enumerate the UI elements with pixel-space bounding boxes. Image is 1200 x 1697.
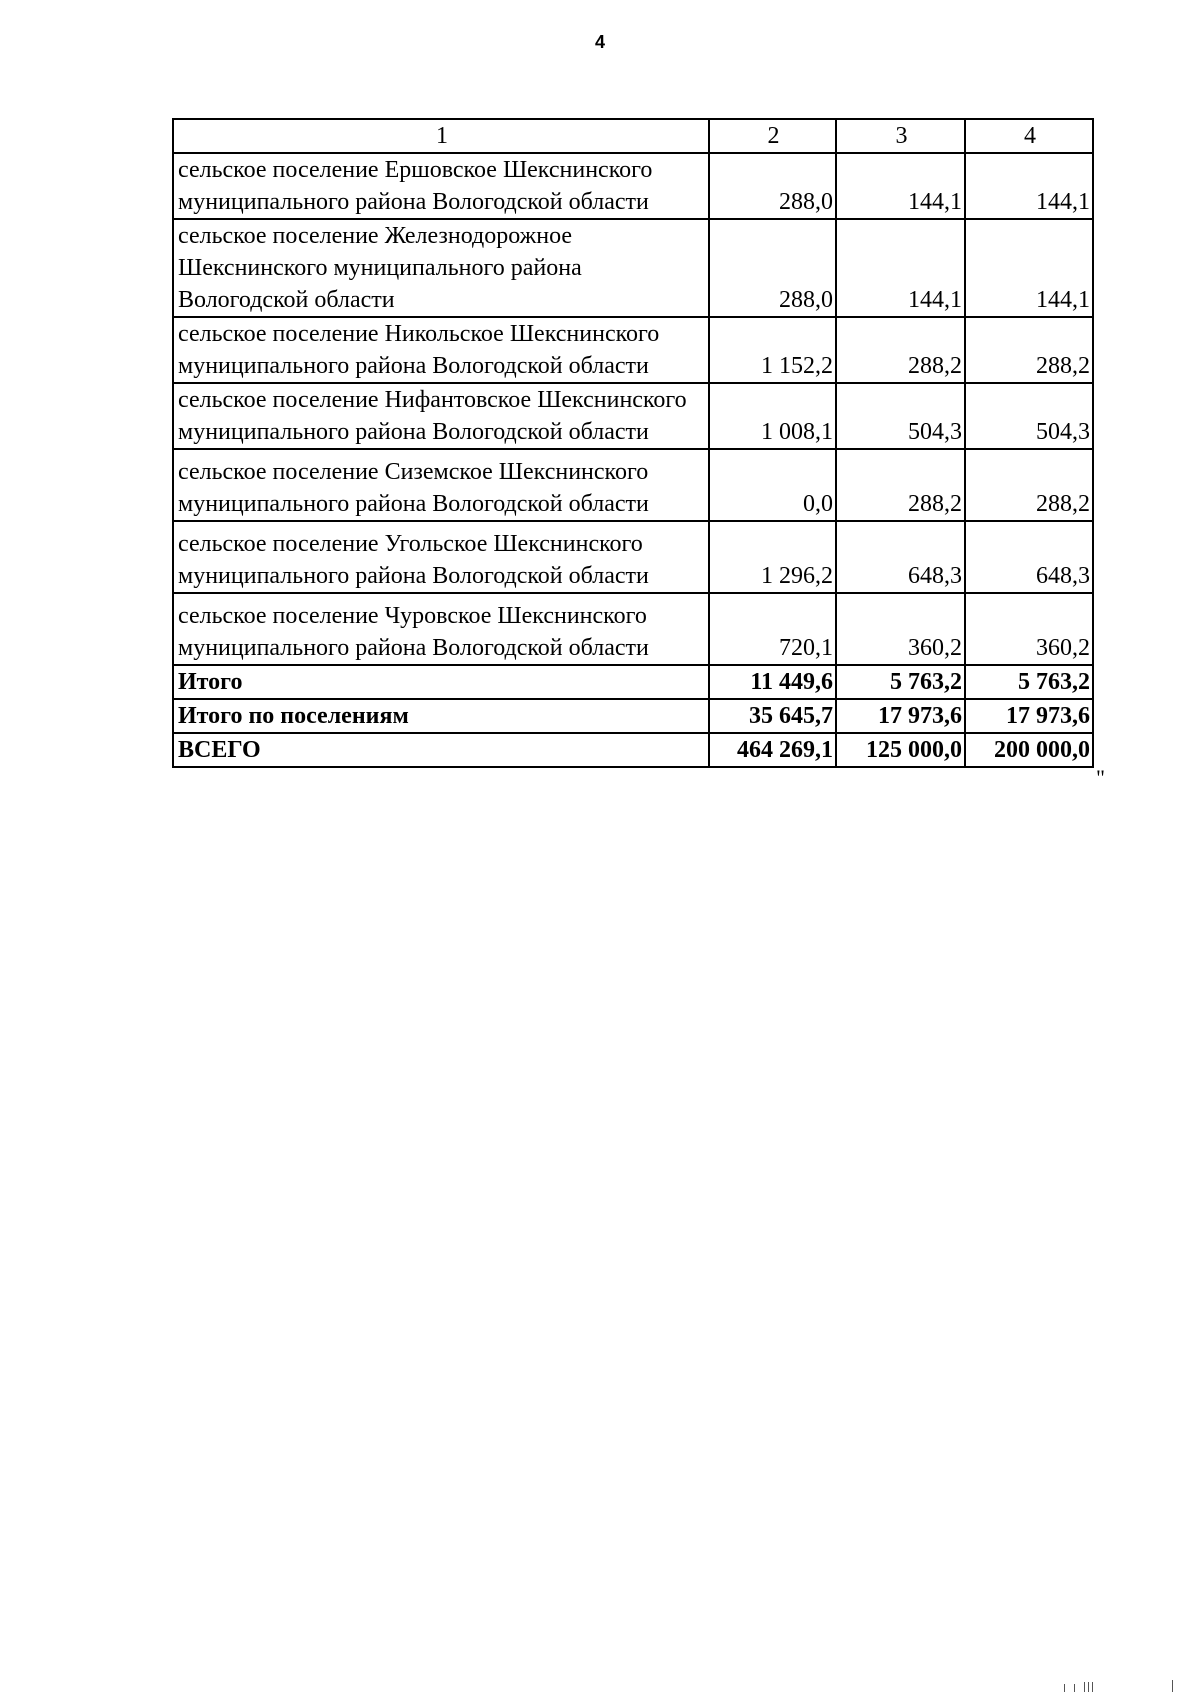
value-col-2: 720,1 <box>709 593 836 665</box>
table-row <box>173 449 1093 521</box>
value-col-2: 0,0 <box>709 449 836 521</box>
settlement-name: сельское поселение Никольское Шекснинского муниципального района Вологодской области <box>173 317 709 383</box>
total-col-3: 125 000,0 <box>836 733 965 767</box>
value-col-4: 144,1 <box>965 219 1093 317</box>
page-number: 4 <box>594 32 605 52</box>
total-label: Итого <box>173 665 709 699</box>
value-col-4: 288,2 <box>965 449 1093 521</box>
value-col-4: 360,2 <box>965 593 1093 665</box>
value-col-2: 1 296,2 <box>709 521 836 593</box>
table-header-row <box>173 119 1093 153</box>
value-col-4: 144,1 <box>965 153 1093 219</box>
value-col-3: 144,1 <box>836 219 965 317</box>
settlements-total-row <box>173 699 1093 733</box>
total-col-2: 35 645,7 <box>709 699 836 733</box>
table-row <box>173 593 1093 665</box>
settlement-name: сельское поселение Железнодорожное Шекснинского муниципального района Вологодской области <box>173 219 709 317</box>
settlement-name: сельское поселение Сиземское Шекснинского муниципального района Вологодской области <box>173 449 709 521</box>
settlement-name: сельское поселение Чуровское Шекснинского муниципального района Вологодской области <box>173 593 709 665</box>
settlement-name: сельское поселение Нифантовское Шекснинского муниципального района Вологодской области <box>173 383 709 449</box>
table-row <box>173 219 1093 317</box>
total-col-3: 17 973,6 <box>836 699 965 733</box>
value-col-3: 360,2 <box>836 593 965 665</box>
total-col-4: 5 763,2 <box>965 665 1093 699</box>
total-col-3: 5 763,2 <box>836 665 965 699</box>
value-col-3: 144,1 <box>836 153 965 219</box>
value-col-4: 648,3 <box>965 521 1093 593</box>
scan-edge-marks <box>1060 1680 1180 1692</box>
value-col-2: 1 008,1 <box>709 383 836 449</box>
value-col-2: 288,0 <box>709 153 836 219</box>
total-col-4: 17 973,6 <box>965 699 1093 733</box>
column-header-1: 1 <box>173 119 709 153</box>
settlement-name: сельское поселение Угольское Шекснинского муниципального района Вологодской области <box>173 521 709 593</box>
value-col-2: 288,0 <box>709 219 836 317</box>
column-header-4: 4 <box>965 119 1093 153</box>
total-col-2: 464 269,1 <box>709 733 836 767</box>
value-col-4: 288,2 <box>965 317 1093 383</box>
grand-total-row <box>173 733 1093 767</box>
table-row <box>173 383 1093 449</box>
budget-table <box>172 118 1094 768</box>
subtotal-row <box>173 665 1093 699</box>
total-label: Итого по поселениям <box>173 699 709 733</box>
total-col-4: 200 000,0 <box>965 733 1093 767</box>
value-col-3: 288,2 <box>836 317 965 383</box>
value-col-4: 504,3 <box>965 383 1093 449</box>
settlement-name: сельское поселение Ершовское Шекснинского муниципального района Вологодской области <box>173 153 709 219</box>
column-header-3: 3 <box>836 119 965 153</box>
table-row <box>173 317 1093 383</box>
table-row <box>173 521 1093 593</box>
value-col-3: 504,3 <box>836 383 965 449</box>
value-col-3: 288,2 <box>836 449 965 521</box>
column-header-2: 2 <box>709 119 836 153</box>
total-col-2: 11 449,6 <box>709 665 836 699</box>
table-row <box>173 153 1093 219</box>
closing-quote: " <box>1096 765 1105 790</box>
value-col-2: 1 152,2 <box>709 317 836 383</box>
value-col-3: 648,3 <box>836 521 965 593</box>
total-label: ВСЕГО <box>173 733 709 767</box>
